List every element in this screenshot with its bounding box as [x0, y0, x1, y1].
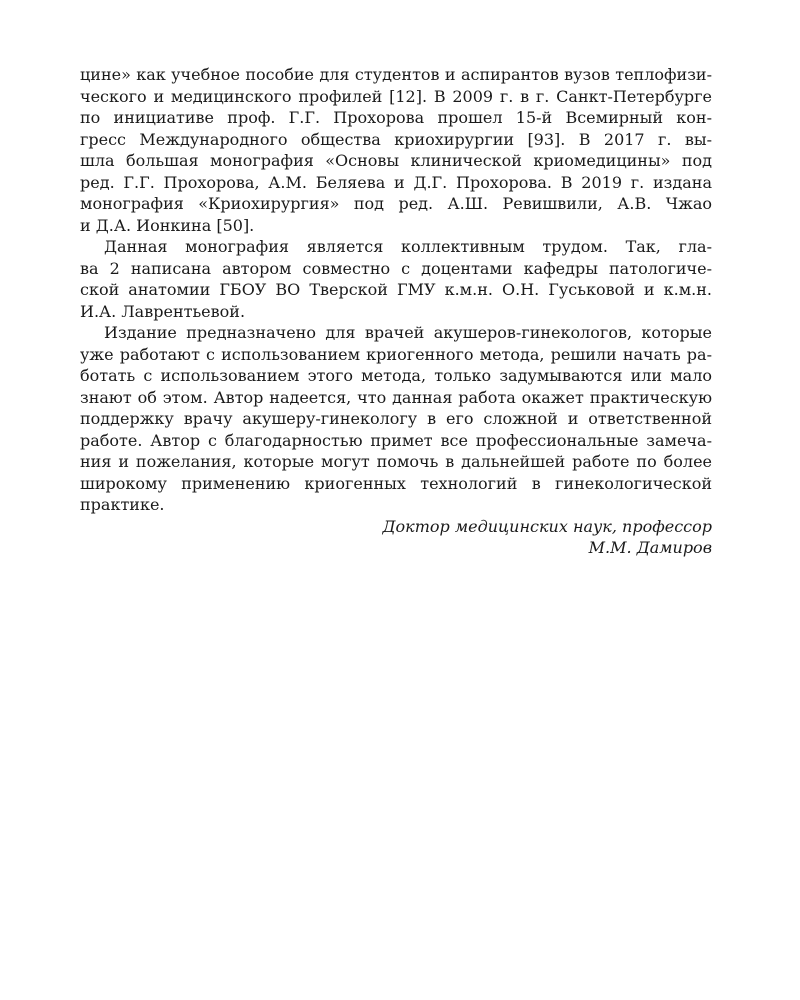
text-line: работе. Автор с благодарностью примет все профессиональные замеча- [80, 430, 712, 450]
text-line: уже работают с использованием криогенного метода, решили начать ра- [80, 344, 712, 364]
text-line: Данная монография является коллективным трудом. Так, гла- [104, 237, 712, 256]
text-line: практике. [80, 495, 165, 514]
text-line: ской анатомии ГБОУ ВО Тверской ГМУ к.м.н. О.Н. Гуськовой и к.м.н. [80, 280, 712, 299]
text-line: поддержку врачу акушеру-гинекологу в его сложной и ответственной [80, 409, 712, 428]
text-line: И.А. Лаврентьевой. [80, 301, 246, 321]
document-page [80, 64, 712, 559]
text-line: ботать с использованием этого метода, только задумываются или мало [80, 366, 712, 385]
text-line: гресс Международного общества криохирургии [93]. В 2017 г. вы- [80, 129, 712, 149]
text-line: широкому применению криогенных технологий в гинекологической [80, 473, 712, 493]
text-line: цине» как учебное пособие для студентов и аспирантов вузов теплофизи- [80, 65, 712, 84]
paragraph-authorship [80, 236, 712, 322]
signature-block [80, 516, 712, 559]
text-line: шла большая монография «Основы клинической криомедицины» под [80, 151, 712, 170]
signature-title: Доктор медицинских наук, профессор [382, 516, 712, 536]
text-line: ческого и медицинского профилей [12]. В 2009 г. в г. Санкт-Петербурге [80, 86, 712, 106]
text-line: Издание предназначено для врачей акушеров-гинекологов, которые [104, 323, 712, 342]
text-line: и Д.А. Ионкина [50]. [80, 215, 255, 235]
text-line: ва 2 написана автором совместно с доцентами кафедры патологиче- [80, 258, 712, 278]
paragraph-history [80, 64, 712, 236]
text-line: знают об этом. Автор надеется, что данная работа окажет практическую [80, 387, 712, 407]
text-line: по инициативе проф. Г.Г. Прохорова прошел 15-й Всемирный кон- [80, 108, 712, 127]
text-line: ред. Г.Г. Прохорова, А.М. Беляева и Д.Г. Прохорова. В 2019 г. издана [80, 172, 712, 192]
text-line: монография «Криохирургия» под ред. А.Ш. Ревишвили, А.В. Чжао [80, 194, 712, 213]
text-line: ния и пожелания, которые могут помочь в дальнейшей работе по более [80, 452, 712, 471]
paragraph-audience [80, 322, 712, 516]
signature-name: М.М. Дамиров [588, 538, 712, 557]
